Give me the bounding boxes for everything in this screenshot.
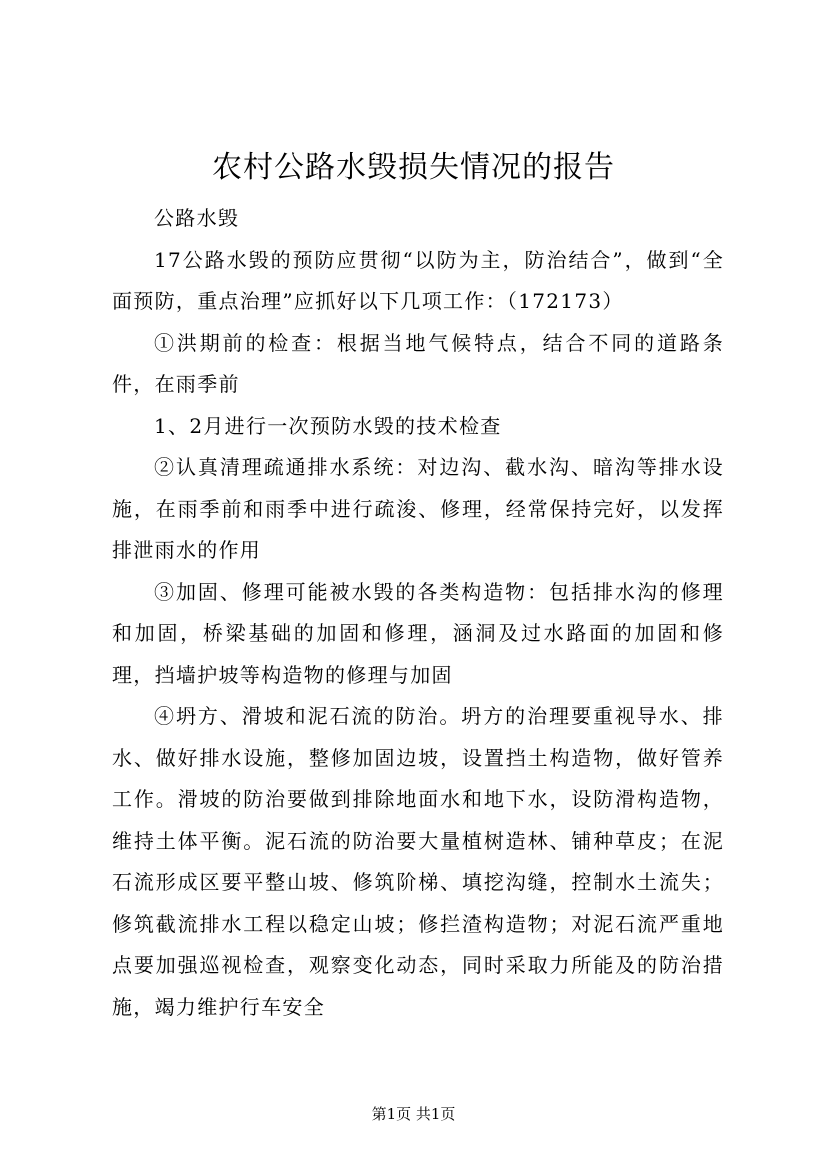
paragraph-heading: 公路水毁 bbox=[154, 206, 240, 230]
paragraph-item-3: ③加固、修理可能被水毁的各类构造物：包括排水沟的修理和加固，桥梁基础的加固和修理，涵洞及过水路面的加固和修理，挡墙护坡等构造物的修理与加固 bbox=[112, 579, 724, 687]
paragraph-item-1-continued: 1、2月进行一次预防水毁的技术检查 bbox=[154, 413, 502, 438]
paragraph-item-2: ②认真清理疏通排水系统：对边沟、截水沟、暗沟等排水设施，在雨季前和雨季中进行疏浚、修理，经常保持完好，以发挥排泄雨水的作用 bbox=[112, 455, 724, 562]
paragraph-item-1: ①洪期前的检查：根据当地气候特点，结合不同的道路条件，在雨季前 bbox=[112, 330, 724, 396]
paragraph-intro: 17公路水毁的预防应贯彻“以防为主，防治结合”，做到“全面预防，重点治理”应抓好以下几项工作：（172173） bbox=[112, 247, 724, 313]
document-title: 农村公路水毁损失情况的报告 bbox=[212, 150, 615, 185]
document-body bbox=[112, 198, 724, 1028]
page-footer: 第1页 共1页 bbox=[371, 1105, 456, 1123]
paragraph-item-4: ④坍方、滑坡和泥石流的防治。坍方的治理要重视导水、排水、做好排水设施，整修加固边坡，设置挡土构造物，做好管养工作。滑坡的防治要做到排除地面水和地下水，设防滑构造物，维持土体平衡。泥石流的防治要大量植树造林、铺种草皮；在泥石流形成区要平整山坡、修筑阶梯、填挖沟缝，控制水土流失；修筑截流排水工程以稳定山坡；修拦渣构造物；对泥石流严重地点要加强巡视检查，观察变化动态，同时采取力所能及的防治措施，竭力维护行车安全 bbox=[112, 704, 724, 1019]
